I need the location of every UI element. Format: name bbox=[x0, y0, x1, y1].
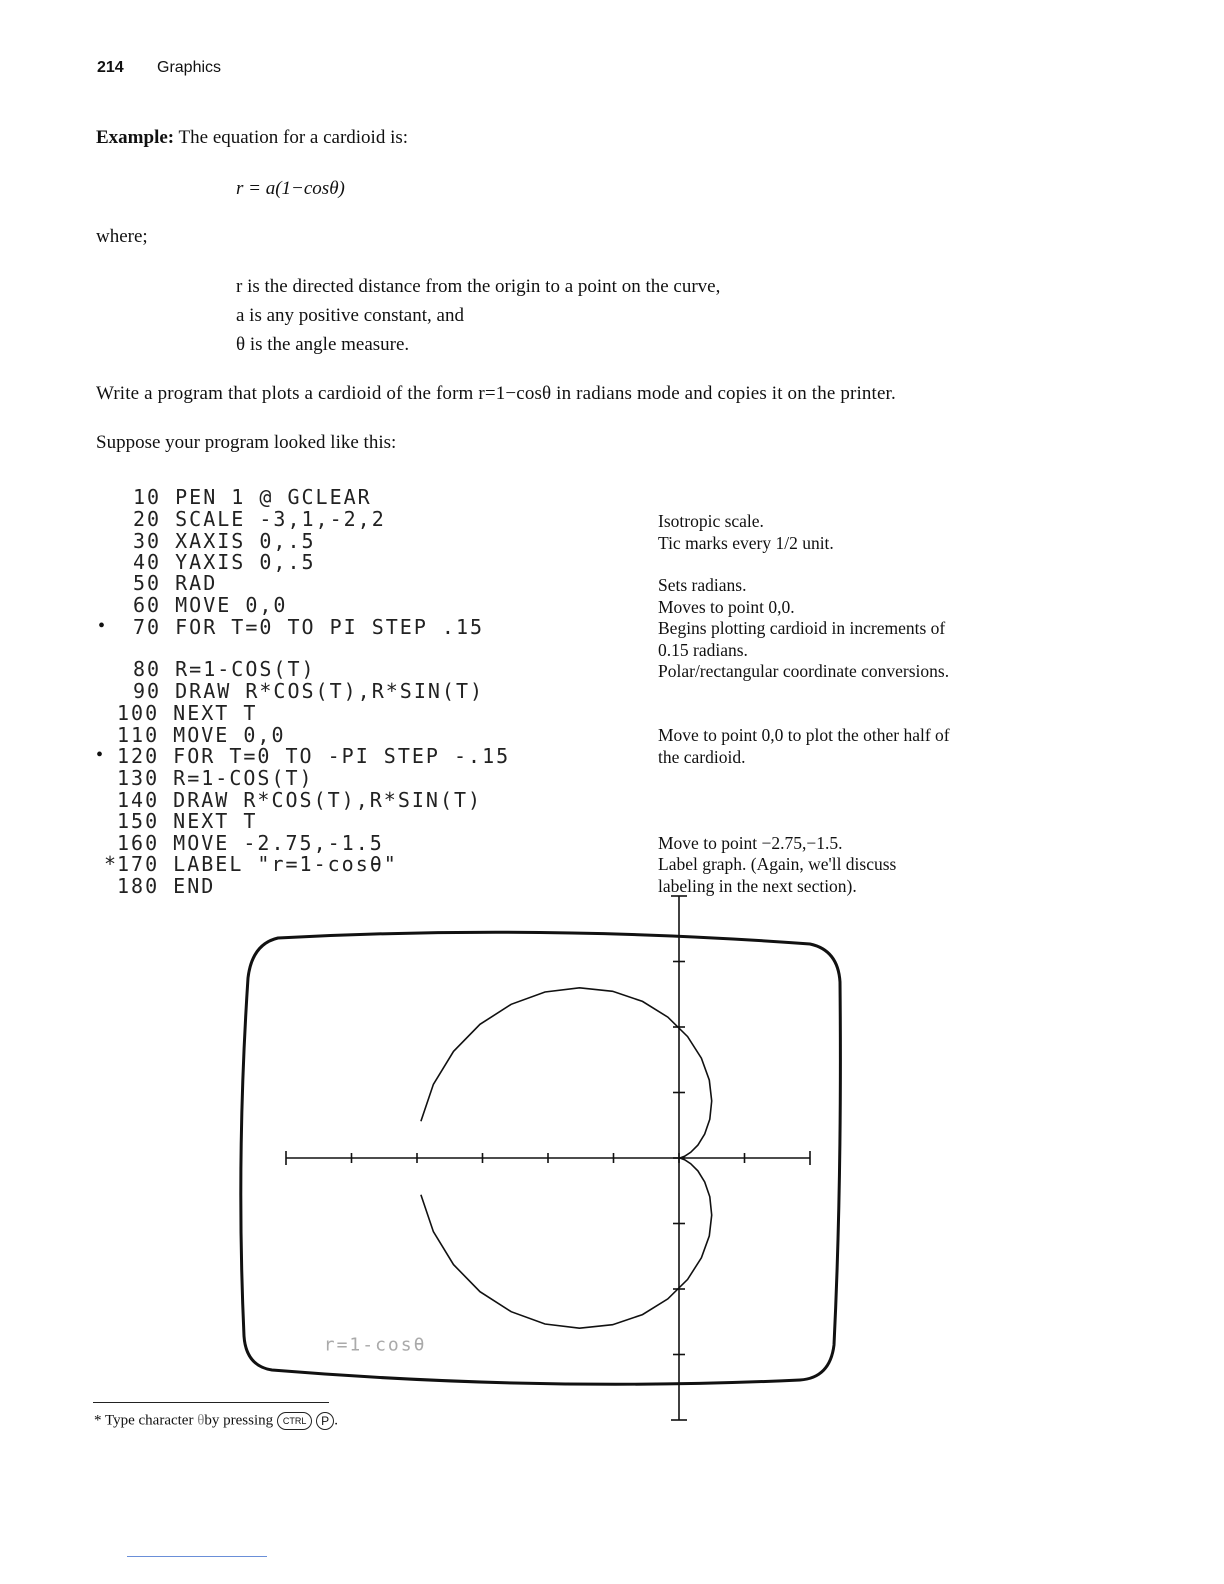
footnote-end: . bbox=[334, 1412, 338, 1429]
p-key-icon: P bbox=[316, 1412, 334, 1430]
code-line: 40 YAXIS 0,.5 bbox=[133, 550, 316, 574]
code-line: 60 MOVE 0,0 bbox=[133, 593, 288, 617]
code-line: 180 END bbox=[117, 874, 216, 898]
footnote-rule bbox=[93, 1402, 329, 1403]
footnote bbox=[94, 1412, 338, 1430]
comment: Begins plotting cardioid in increments of bbox=[658, 618, 946, 638]
example-text: The equation for a cardioid is: bbox=[178, 127, 409, 148]
cardioid-upper-half bbox=[421, 988, 712, 1158]
comment: labeling in the next section). bbox=[658, 876, 857, 896]
comment: Label graph. (Again, we'll discuss bbox=[658, 854, 897, 874]
code-line: 50 RAD bbox=[133, 571, 218, 595]
definition-theta: θ is the angle measure. bbox=[236, 334, 410, 355]
code-line: 70 FOR T=0 TO PI STEP .15 bbox=[133, 615, 485, 639]
code-line: 10 PEN 1 @ GCLEAR bbox=[133, 485, 372, 509]
footnote-text: by pressing bbox=[204, 1412, 274, 1429]
code-line: 20 SCALE -3,1,-2,2 bbox=[133, 507, 386, 531]
ctrl-key-icon: CTRL bbox=[277, 1412, 313, 1430]
theta-glyph: θ bbox=[197, 1412, 205, 1429]
comment: Polar/rectangular coordinate conversions. bbox=[658, 661, 950, 681]
cardioid-equation: r = a(1−cosθ) bbox=[236, 178, 345, 199]
code-line: 140 DRAW R*COS(T),R*SIN(T) bbox=[117, 788, 483, 812]
cardioid-lower-half bbox=[421, 1158, 712, 1328]
bullet-marker: • bbox=[96, 744, 104, 766]
example-label: Example: bbox=[96, 127, 175, 148]
code-line: 130 R=1-COS(T) bbox=[117, 766, 314, 790]
comment: Move to point −2.75,−1.5. bbox=[658, 833, 843, 853]
code-line: 90 DRAW R*COS(T),R*SIN(T) bbox=[133, 679, 485, 703]
footnote-star: * bbox=[94, 1412, 102, 1429]
comment: Isotropic scale. bbox=[658, 511, 764, 531]
code-line: 170 LABEL "r=1-cosθ" bbox=[117, 852, 398, 876]
code-line: 120 FOR T=0 TO -PI STEP -.15 bbox=[117, 744, 511, 768]
comment: Move to point 0,0 to plot the other half of bbox=[658, 725, 950, 745]
footnote-text: Type character bbox=[104, 1412, 194, 1429]
comment: the cardioid. bbox=[658, 747, 746, 767]
page-edge-line bbox=[127, 1556, 267, 1557]
definition-r: r is the directed distance from the origin to a point on the curve, bbox=[236, 276, 721, 297]
graph-label: r=1-cosθ bbox=[323, 1334, 427, 1356]
comment: Moves to point 0,0. bbox=[658, 597, 795, 617]
code-line: 110 MOVE 0,0 bbox=[117, 723, 286, 747]
definition-a: a is any positive constant, and bbox=[236, 305, 464, 326]
bullet-marker: • bbox=[98, 615, 106, 637]
task-text: Write a program that plots a cardioid of the form r=1−cosθ in radians mode and copies it on the printer. bbox=[96, 383, 896, 404]
asterisk-marker: * bbox=[104, 852, 119, 876]
code-line: 100 NEXT T bbox=[117, 701, 258, 725]
page-number: 214 bbox=[97, 59, 124, 76]
comment: 0.15 radians. bbox=[658, 640, 748, 660]
comment: Sets radians. bbox=[658, 575, 747, 595]
code-line: 160 MOVE -2.75,-1.5 bbox=[117, 831, 384, 855]
code-line: 30 XAXIS 0,.5 bbox=[133, 529, 316, 553]
where-label: where; bbox=[96, 226, 148, 247]
code-line: 80 R=1-COS(T) bbox=[133, 657, 316, 681]
running-header: Graphics bbox=[157, 59, 222, 76]
comment: Tic marks every 1/2 unit. bbox=[658, 533, 834, 553]
suppose-text: Suppose your program looked like this: bbox=[96, 432, 397, 453]
code-line: 150 NEXT T bbox=[117, 809, 258, 833]
